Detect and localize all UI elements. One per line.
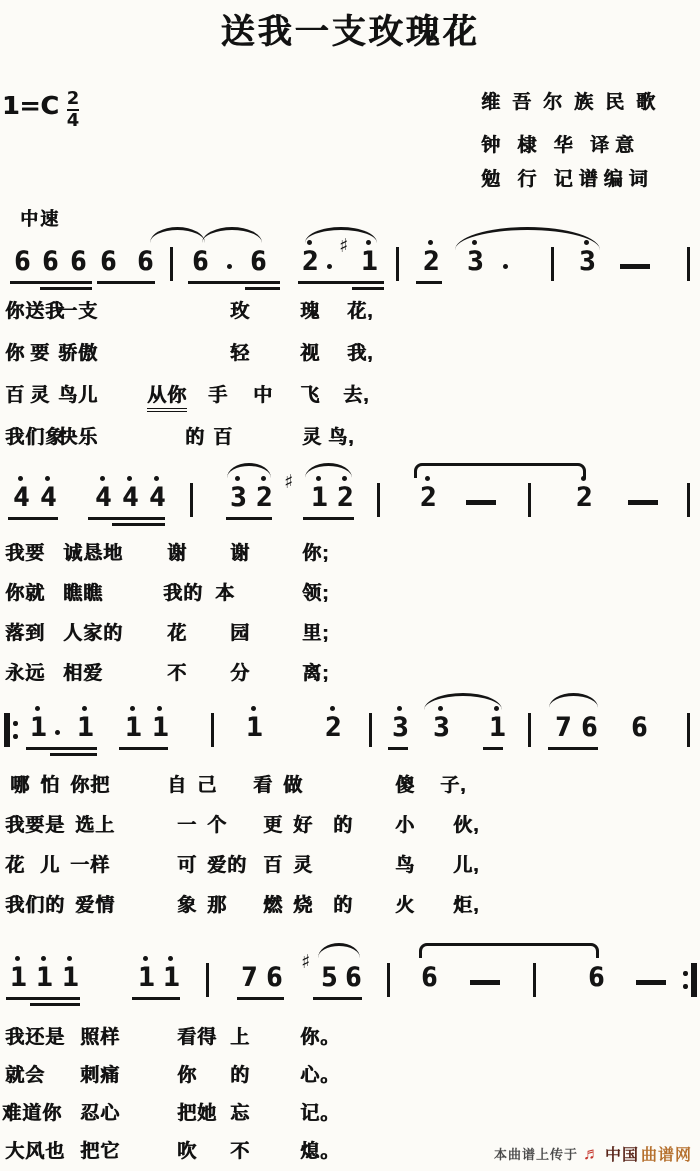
music-system <box>0 942 700 1171</box>
jianpu-note: 1 <box>77 712 94 743</box>
lyric-word: 你送我 <box>5 301 66 322</box>
lyric-row <box>0 658 700 686</box>
lyric-word: 爱的 <box>207 855 248 876</box>
jianpu-note: 1 <box>361 246 378 277</box>
jianpu-note: 6 <box>137 246 154 277</box>
jianpu-note: 6 <box>70 246 87 277</box>
lyric-word: 自 <box>167 775 188 796</box>
lyric-word: 里; <box>302 623 330 644</box>
slur <box>227 463 271 478</box>
credit-notator: 勉 行 记谱编词 <box>481 169 654 190</box>
barline <box>377 483 380 517</box>
lyric-word: 花, <box>347 301 374 322</box>
lyric-word: 选上 <box>75 815 116 836</box>
slur <box>455 227 600 250</box>
jianpu-note: 3 <box>433 712 450 743</box>
lyric-word: 本 <box>215 583 236 604</box>
lyric-word: 不 <box>230 1141 251 1162</box>
barline <box>528 483 531 517</box>
barline <box>206 963 209 997</box>
jianpu-note: 6 <box>192 246 209 277</box>
lyric-row <box>0 422 700 450</box>
lyric-word: 一 <box>177 815 198 836</box>
sharp-sign: ♯ <box>284 471 294 493</box>
octave-dot <box>168 956 173 961</box>
beam <box>119 747 168 750</box>
barline <box>190 483 193 517</box>
jianpu-note: 4 <box>122 482 139 513</box>
beam <box>303 517 354 520</box>
jianpu-note: 1 <box>163 962 180 993</box>
jianpu-note: 2 <box>325 712 342 743</box>
lyric-word: 花 <box>167 623 188 644</box>
lyric-word: 灵 <box>293 855 314 876</box>
octave-dot <box>428 240 433 245</box>
jianpu-note: 6 <box>266 962 283 993</box>
jianpu-note: 4 <box>13 482 30 513</box>
lyric-word: 百 <box>5 385 26 406</box>
extension-dash <box>470 980 500 985</box>
time-numerator: 2 <box>66 88 80 109</box>
octave-dot <box>130 706 135 711</box>
lyric-word: 上 <box>230 1027 251 1048</box>
jianpu-note: 1 <box>125 712 142 743</box>
lyric-word: 轻 <box>230 343 251 364</box>
barline <box>387 963 390 997</box>
lyric-word: 把它 <box>80 1141 121 1162</box>
repeat-start <box>4 713 18 747</box>
lyric-word: 的 <box>230 1065 251 1086</box>
lyric-word: 玫 <box>230 301 251 322</box>
slur <box>549 693 598 708</box>
lyric-word: 相爱 <box>63 663 104 684</box>
lyric-word: 快乐 <box>58 427 99 448</box>
lyric-row <box>0 618 700 646</box>
lyric-word: 落到 <box>5 623 46 644</box>
lyric-word: 己 <box>197 775 218 796</box>
beam <box>88 517 165 520</box>
lyric-word: 百 <box>263 855 284 876</box>
jianpu-note: 1 <box>489 712 506 743</box>
lyric-word: 领; <box>302 583 330 604</box>
beam <box>483 747 503 750</box>
lyric-word: 好 <box>293 815 314 836</box>
octave-dot <box>82 706 87 711</box>
repeat-end <box>683 963 697 997</box>
barline <box>369 713 372 747</box>
slur <box>150 227 205 243</box>
lyric-word: 手 <box>208 385 229 406</box>
slur <box>424 693 502 710</box>
jianpu-note: 1 <box>10 962 27 993</box>
lyric-word: 你 <box>177 1065 198 1086</box>
octave-dot <box>127 476 132 481</box>
octave-dot <box>35 706 40 711</box>
beam <box>416 281 442 284</box>
jianpu-note: 6 <box>421 962 438 993</box>
octave-dot <box>67 956 72 961</box>
jianpu-note: 6 <box>581 712 598 743</box>
lyric-word: 心。 <box>300 1065 341 1086</box>
beam <box>132 997 180 1000</box>
lyric-word: 象 <box>177 895 198 916</box>
lyric-word: 的 <box>333 895 354 916</box>
lyric-word: 谢 <box>167 543 188 564</box>
lyric-word: 一支 <box>58 301 99 322</box>
lyric-word: 爱情 <box>75 895 116 916</box>
jianpu-note: 4 <box>95 482 112 513</box>
tie-bracket <box>419 943 599 958</box>
lyric-word: 中 <box>253 385 274 406</box>
lyric-word: 忍心 <box>80 1103 121 1124</box>
jianpu-note: 1 <box>36 962 53 993</box>
octave-dot <box>41 956 46 961</box>
lyric-word: 我要 <box>5 543 46 564</box>
lyric-word: 去, <box>343 385 370 406</box>
barline <box>211 713 214 747</box>
lyric-word: 从你 <box>147 380 187 412</box>
lyric-row <box>0 1098 700 1126</box>
lyric-word: 怕 <box>40 775 61 796</box>
lyric-row <box>0 296 700 324</box>
jianpu-note: 3 <box>579 246 596 277</box>
beam <box>26 747 97 750</box>
lyric-word: 伙, <box>453 815 480 836</box>
lyric-word: 灵 <box>30 385 51 406</box>
lyric-word: 分 <box>230 663 251 684</box>
key-tonic: 1=C <box>2 90 59 120</box>
lyric-word: 燃 <box>263 895 284 916</box>
lyric-word: 灵 <box>302 427 323 448</box>
footer-prefix: 本曲谱上传于 <box>493 1147 578 1162</box>
lyric-word: 我们象 <box>5 427 66 448</box>
jianpu-note: 2 <box>302 246 319 277</box>
lyric-word: 我还是 <box>5 1027 66 1048</box>
credit-source: 维吾尔族民歌 <box>481 92 668 113</box>
jianpu-note: 2 <box>337 482 354 513</box>
lyric-word: 花 <box>5 855 26 876</box>
lyric-word: 百 <box>213 427 234 448</box>
jianpu-note: 1 <box>30 712 47 743</box>
augmentation-dot <box>227 264 232 269</box>
jianpu-note: 4 <box>40 482 57 513</box>
beam <box>352 287 384 290</box>
footer-site-name-light: 曲谱网 <box>640 1147 692 1164</box>
page-title: 送我一支玫瑰花 <box>220 13 480 51</box>
lyric-row <box>0 380 700 408</box>
slur <box>202 227 262 243</box>
beam <box>50 753 97 756</box>
beam <box>298 281 384 284</box>
lyric-word: 看得 <box>177 1027 218 1048</box>
lyric-word: 我的 <box>163 583 204 604</box>
lyric-word: 儿, <box>453 855 480 876</box>
beam <box>245 287 280 290</box>
jianpu-note: 2 <box>420 482 437 513</box>
lyric-word: 的 <box>185 427 206 448</box>
barline <box>528 713 531 747</box>
lyric-word: 个 <box>207 815 228 836</box>
lyric-word: 鸟儿 <box>58 385 99 406</box>
beam <box>548 747 598 750</box>
lyric-word: 可 <box>177 855 198 876</box>
octave-dot <box>157 706 162 711</box>
jianpu-note: 6 <box>588 962 605 993</box>
lyric-word: 人家的 <box>63 623 124 644</box>
barline <box>170 247 173 281</box>
beam <box>6 997 80 1000</box>
beam <box>8 517 58 520</box>
lyric-word: 大风也 <box>5 1141 66 1162</box>
beam <box>388 747 408 750</box>
lyric-word: 你把 <box>70 775 111 796</box>
jianpu-note: 4 <box>149 482 166 513</box>
lyric-word: 瑰 <box>300 301 321 322</box>
lyric-word: 谢 <box>230 543 251 564</box>
octave-dot <box>15 956 20 961</box>
jianpu-note: 6 <box>14 246 31 277</box>
lyric-word: 诚恳地 <box>63 543 124 564</box>
lyric-row <box>0 810 700 838</box>
tie-bracket <box>414 463 586 478</box>
jianpu-note: 5 <box>321 962 338 993</box>
lyric-word: 刺痛 <box>80 1065 121 1086</box>
jianpu-note: 1 <box>138 962 155 993</box>
lyric-word: 永远 <box>5 663 46 684</box>
lyric-word: 那 <box>207 895 228 916</box>
music-system <box>0 226 700 462</box>
credit-translator: 钟 棣 华 译意 <box>481 135 640 156</box>
footer-site-name-bold: 中国 <box>604 1147 639 1164</box>
sharp-sign: ♯ <box>301 951 311 973</box>
qupu-logo-icon: ♬ <box>582 1144 600 1163</box>
lyric-word: 子, <box>440 775 467 796</box>
augmentation-dot <box>327 264 332 269</box>
beam <box>10 281 92 284</box>
extension-dash <box>636 980 666 985</box>
lyric-row <box>0 578 700 606</box>
lyric-row <box>0 770 700 798</box>
time-denominator: 4 <box>66 109 80 131</box>
lyric-word: 你 <box>5 343 26 364</box>
beam <box>30 1003 80 1006</box>
lyric-word: 哪 <box>10 775 31 796</box>
lyric-word: 吹 <box>177 1141 198 1162</box>
slur <box>305 227 377 243</box>
lyric-word: 我们的 <box>5 895 66 916</box>
lyric-word: 我, <box>347 343 374 364</box>
barline <box>687 247 690 281</box>
beam <box>226 517 272 520</box>
augmentation-dot <box>55 730 60 735</box>
lyric-word: 就会 <box>5 1065 46 1086</box>
extension-dash <box>620 264 650 269</box>
lyric-word: 傻 <box>395 775 416 796</box>
time-signature <box>67 90 80 131</box>
beam <box>237 997 284 1000</box>
octave-dot <box>143 956 148 961</box>
beam <box>112 523 165 526</box>
jianpu-note: 6 <box>345 962 362 993</box>
jianpu-note: 3 <box>467 246 484 277</box>
lyric-word: 忘 <box>230 1103 251 1124</box>
lyric-word: 熄。 <box>300 1141 341 1162</box>
barline <box>551 247 554 281</box>
lyric-word: 一样 <box>70 855 111 876</box>
tempo-marking: 中速 <box>20 209 60 229</box>
sharp-sign: ♯ <box>339 235 349 257</box>
jianpu-note: 7 <box>241 962 258 993</box>
octave-dot <box>154 476 159 481</box>
lyric-word: 鸟, <box>328 427 355 448</box>
music-system <box>0 462 700 692</box>
lyric-word: 我要是 <box>5 815 66 836</box>
lyric-word: 小 <box>395 815 416 836</box>
jianpu-note: 2 <box>423 246 440 277</box>
lyric-word: 更 <box>263 815 284 836</box>
barline <box>687 713 690 747</box>
lyric-word: 飞 <box>300 385 321 406</box>
lyric-word: 记。 <box>300 1103 341 1124</box>
lyric-row <box>0 338 700 366</box>
lyric-word: 你。 <box>300 1027 341 1048</box>
lyric-word: 鸟 <box>395 855 416 876</box>
augmentation-dot <box>503 264 508 269</box>
barline <box>533 963 536 997</box>
barline <box>396 247 399 281</box>
jianpu-note: 1 <box>246 712 263 743</box>
lyric-word: 看 <box>253 775 274 796</box>
octave-dot <box>18 476 23 481</box>
beam <box>97 281 155 284</box>
extension-dash <box>466 500 496 505</box>
lyric-word: 离; <box>302 663 330 684</box>
lyric-row <box>0 890 700 918</box>
lyric-word: 把她 <box>177 1103 218 1124</box>
octave-dot <box>397 706 402 711</box>
jianpu-note: 2 <box>256 482 273 513</box>
slur <box>318 943 360 958</box>
key-signature <box>2 80 79 131</box>
jianpu-note: 6 <box>42 246 59 277</box>
jianpu-note: 1 <box>62 962 79 993</box>
octave-dot <box>251 706 256 711</box>
lyric-word: 的 <box>333 815 354 836</box>
octave-dot <box>330 706 335 711</box>
music-system <box>0 692 700 942</box>
beam <box>40 287 92 290</box>
extension-dash <box>628 500 658 505</box>
lyric-row <box>0 850 700 878</box>
octave-dot <box>45 476 50 481</box>
barline <box>687 483 690 517</box>
jianpu-note: 1 <box>152 712 169 743</box>
lyric-word: 做 <box>283 775 304 796</box>
jianpu-note: 2 <box>576 482 593 513</box>
lyric-word: 园 <box>230 623 251 644</box>
octave-dot <box>100 476 105 481</box>
jianpu-note: 3 <box>392 712 409 743</box>
lyric-word: 你; <box>302 543 330 564</box>
jianpu-note: 6 <box>631 712 648 743</box>
jianpu-note: 6 <box>250 246 267 277</box>
jianpu-note: 3 <box>230 482 247 513</box>
lyric-word: 照样 <box>80 1027 121 1048</box>
lyric-word: 你就 <box>5 583 46 604</box>
beam <box>313 997 362 1000</box>
lyric-row <box>0 1022 700 1050</box>
jianpu-note: 1 <box>311 482 328 513</box>
footer-watermark <box>0 1142 692 1165</box>
lyric-word: 瞧瞧 <box>63 583 104 604</box>
lyric-word: 火 <box>395 895 416 916</box>
lyric-row <box>0 538 700 566</box>
lyric-word: 烧 <box>293 895 314 916</box>
lyric-word: 炬, <box>453 895 480 916</box>
lyric-word: 视 <box>300 343 321 364</box>
slur <box>305 463 352 478</box>
lyric-word: 儿 <box>40 855 61 876</box>
lyric-word: 骄傲 <box>58 343 99 364</box>
lyric-word: 不 <box>167 663 188 684</box>
lyric-word: 要 <box>30 343 51 364</box>
lyric-word: 难道你 <box>2 1103 63 1124</box>
jianpu-note: 6 <box>100 246 117 277</box>
beam <box>188 281 280 284</box>
lyric-row <box>0 1060 700 1088</box>
jianpu-note: 7 <box>555 712 572 743</box>
